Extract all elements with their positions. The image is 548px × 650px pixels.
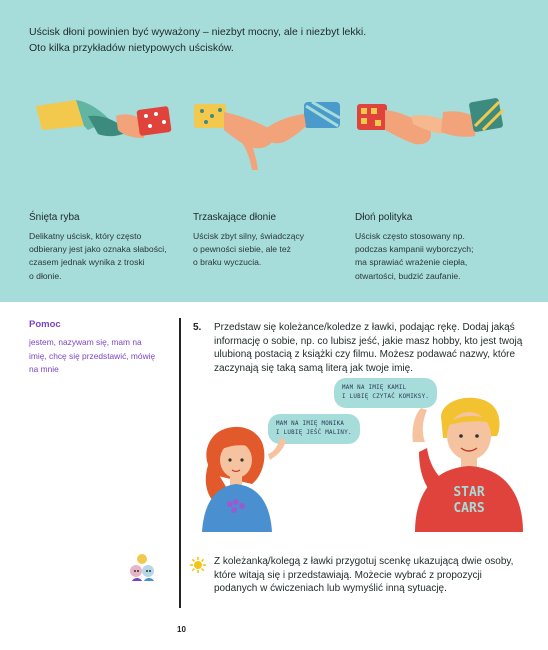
task-line: które witają się i przedstawiają. Możecie wybrać z propozycji (214, 569, 482, 581)
task-line: podanych w ćwiczeniach lub wymyślić inną sytuację. (214, 583, 447, 594)
clapping-hands-illustration (192, 86, 342, 176)
task-line: zaczynają się taką samą literą jak twoje imię. (214, 362, 413, 374)
limp-fish-handshake-illustration (28, 86, 178, 176)
description-line: Delikatny uścisk, który często (29, 231, 142, 241)
task-line: informację o sobie, np. co lubisz jeść, jakie masz hobby, kto jest twoją (214, 335, 523, 347)
handshake-title: Śnięta ryba (29, 212, 80, 223)
description-line: o dłonie. (29, 270, 62, 281)
task-6-text (214, 555, 534, 596)
handshake-description-3 (355, 212, 505, 283)
shirt-text-line-1: STAR (453, 485, 485, 500)
bubble-line: I LUBIĘ CZYTAĆ KOMIKSY. (342, 394, 430, 400)
description-line: otwartości, budzić zaufanie. (355, 270, 461, 281)
task-number: 5. (193, 322, 202, 333)
description-line: czasem jednak wynika z troski (29, 257, 145, 268)
intro-line: Uścisk dłoni powinien być wyważony – niezbyt mocny, ale i niezbyt lekki. (29, 26, 367, 38)
boy-illustration (405, 392, 535, 532)
description-line: o braku wyczucia. (193, 257, 262, 268)
task-5-text (214, 321, 534, 375)
column-divider (179, 318, 181, 608)
help-line: na mnie (29, 364, 59, 374)
description-line: Uścisk zbyt silny, świadczący (193, 231, 305, 241)
description-line: o pewności siebie, ale też (193, 244, 291, 255)
bubble-line: MAM NA IMIĘ MONIKA (276, 421, 345, 427)
intro-line: Oto kilka przykładów nietypowych uścisków. (29, 42, 234, 54)
help-title: Pomoc (29, 319, 61, 330)
girl-illustration (190, 420, 290, 532)
task-line: ulubioną postacią z książki czy filmu. Możesz podawać nazwy, które (214, 349, 516, 360)
bubble-line: MAM NA IMIĘ KAMIL (342, 385, 407, 391)
task-line: Przedstaw się koleżance/koledze z ławki, podając rękę. Dodaj jakąś (214, 322, 515, 333)
description-line: podczas kampanii wyborczych; (355, 244, 474, 255)
handshake-title: Trzaskające dłonie (193, 212, 277, 223)
politician-handshake-illustration (355, 86, 505, 176)
page-number: 10 (177, 625, 186, 634)
description-line: ma sprawiać wrażenie ciepła, (355, 257, 468, 268)
help-box (29, 319, 169, 377)
help-line: jestem, nazywam się, mam na (29, 337, 142, 347)
shirt-text-line-2: CARS (453, 501, 485, 516)
help-line: imię, chcę się przedstawić, mówię (29, 350, 156, 361)
handshake-description-2 (193, 212, 343, 270)
bubble-line: I LUBIĘ JEŚĆ MALINY. (276, 430, 352, 436)
description-line: odbierany jest jako oznaka słabości, (29, 244, 167, 255)
pair-work-icon (128, 553, 172, 583)
description-line: Uścisk często stosowany np. (355, 231, 465, 241)
handshake-title: Dłoń polityka (355, 212, 413, 223)
handshake-description-1 (29, 212, 179, 283)
sun-icon (190, 557, 206, 573)
task-line: Z koleżanką/kolegą z ławki przygotuj scenkę ukazującą dwie osoby, (214, 556, 514, 567)
intro-text (29, 24, 499, 56)
